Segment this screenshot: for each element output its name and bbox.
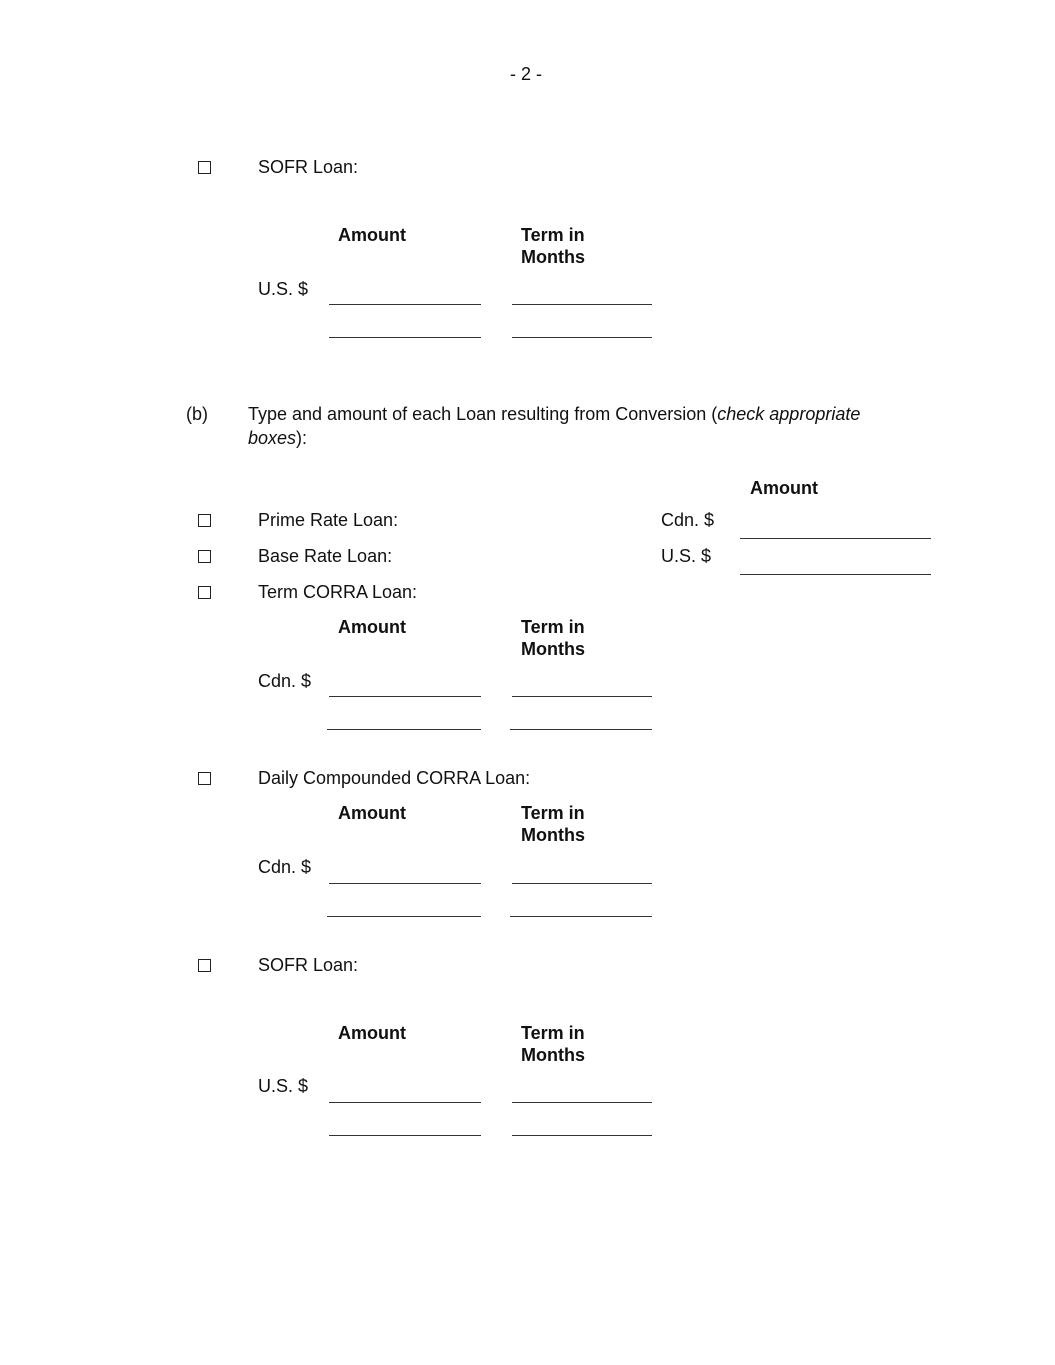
amount-field-2[interactable] — [327, 916, 481, 917]
intro-italic-text: check appropriate — [717, 404, 861, 424]
currency-label: Cdn. $ — [258, 857, 312, 877]
section-b-marker: (b) — [186, 404, 208, 424]
term-field-2[interactable] — [512, 337, 652, 338]
section-b-intro-line2 — [248, 427, 307, 449]
term-field-2[interactable] — [510, 916, 652, 917]
amount-column-header: Amount — [338, 1023, 406, 1043]
amount-header: Amount — [750, 478, 818, 498]
amount-field-1[interactable] — [329, 883, 481, 884]
base-amount-field[interactable] — [740, 574, 931, 575]
amount-column-header: Amount — [338, 617, 406, 637]
term-column-header: Term in Months — [521, 1023, 585, 1065]
term-corra-loan-checkbox[interactable] — [198, 586, 211, 599]
amount-field-1[interactable] — [329, 304, 481, 305]
page-number: - 2 - — [510, 64, 543, 84]
daily-corra-loan-checkbox[interactable] — [198, 772, 211, 785]
prime-rate-loan-label: Prime Rate Loan: — [258, 510, 399, 530]
amount-field-2[interactable] — [329, 337, 481, 338]
currency-label: Cdn. $ — [258, 671, 312, 691]
term-field-1[interactable] — [512, 304, 652, 305]
term-column-header: Term in Months — [521, 803, 585, 845]
sofr-loan-checkbox-b[interactable] — [198, 959, 211, 972]
amount-field-2[interactable] — [329, 1135, 481, 1136]
currency-label: U.S. $ — [258, 1076, 309, 1096]
daily-corra-loan-label: Daily Compounded CORRA Loan: — [258, 768, 531, 788]
prime-amount-field[interactable] — [740, 538, 931, 539]
section-b-intro-line1 — [248, 403, 860, 425]
amount-field-1[interactable] — [329, 1102, 481, 1103]
amount-column-header: Amount — [338, 225, 406, 245]
intro-text: Type and amount of each Loan resulting from Conversion ( — [248, 404, 718, 424]
term-field-1[interactable] — [512, 883, 652, 884]
base-currency-label: U.S. $ — [661, 546, 712, 566]
base-rate-loan-checkbox[interactable] — [198, 550, 211, 563]
amount-field-2[interactable] — [327, 729, 481, 730]
base-rate-loan-label: Base Rate Loan: — [258, 546, 393, 566]
term-field-2[interactable] — [512, 1135, 652, 1136]
amount-column-header: Amount — [338, 803, 406, 823]
prime-rate-loan-checkbox[interactable] — [198, 514, 211, 527]
term-field-1[interactable] — [512, 696, 652, 697]
currency-label: U.S. $ — [258, 279, 309, 299]
term-field-2[interactable] — [510, 729, 652, 730]
sofr-loan-label: SOFR Loan: — [258, 157, 359, 177]
term-corra-loan-label: Term CORRA Loan: — [258, 582, 418, 602]
term-field-1[interactable] — [512, 1102, 652, 1103]
sofr-loan-checkbox[interactable] — [198, 161, 211, 174]
term-column-header: Term in Months — [521, 225, 585, 267]
sofr-loan-label-b: SOFR Loan: — [258, 955, 359, 975]
intro-italic-text-2: boxes — [248, 428, 297, 448]
term-column-header: Term in Months — [521, 617, 585, 659]
amount-field-1[interactable] — [329, 696, 481, 697]
prime-currency-label: Cdn. $ — [661, 510, 715, 530]
intro-end-text: ): — [296, 428, 308, 448]
